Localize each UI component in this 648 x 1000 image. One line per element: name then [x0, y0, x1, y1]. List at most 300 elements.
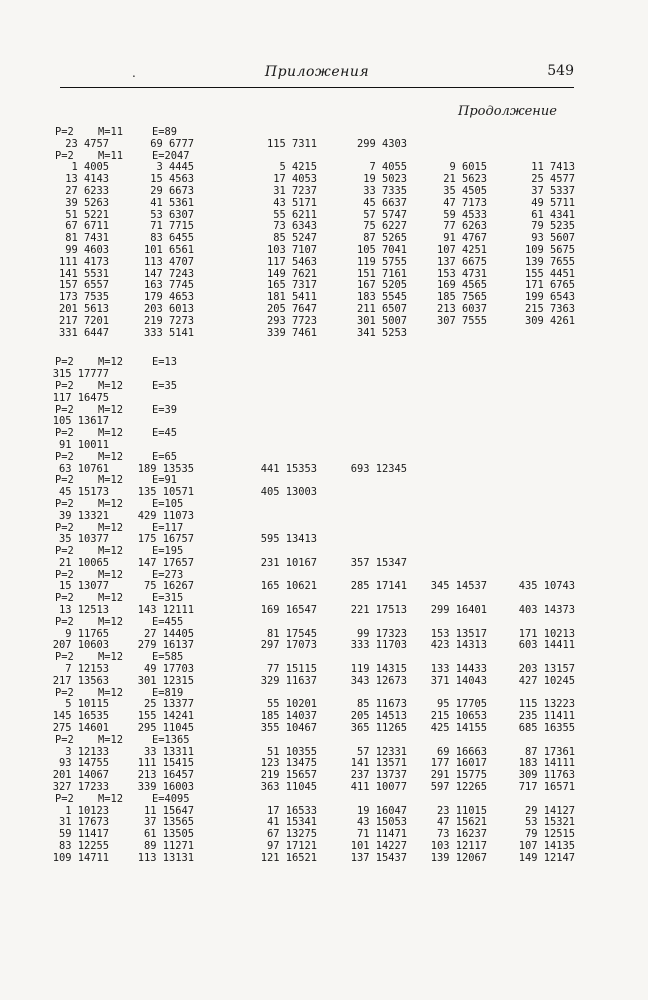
table-cell: 429 11073	[137, 509, 194, 522]
header-mark: .	[132, 66, 136, 80]
table-cell: 133 14433	[430, 663, 487, 676]
table-cell: 113 4707	[143, 255, 194, 268]
table-cell: 73 6343	[273, 220, 317, 233]
table-cell: 167 5205	[356, 279, 407, 292]
table-cell: 107 4251	[436, 243, 487, 256]
table-cell: 301 12315	[137, 674, 194, 687]
table-cell: 49 17703	[143, 663, 194, 676]
table-cell: 75 6227	[363, 220, 407, 233]
table-cell: 43 5171	[273, 196, 317, 209]
table-cell: 17 4053	[273, 173, 317, 186]
table-cell: 237 13737	[350, 769, 407, 782]
table-cell: 21 10065	[58, 556, 109, 569]
table-cell: 153 4731	[436, 267, 487, 280]
table-cell: 83 12255	[58, 840, 109, 853]
table-cell: 101 6561	[143, 243, 194, 256]
table-cell: 203 13157	[518, 663, 575, 676]
table-cell: 169 4565	[436, 279, 487, 292]
table-cell: 333 5141	[143, 326, 194, 339]
table-cell: 51 10355	[266, 745, 317, 758]
table-cell: 79 12515	[524, 828, 575, 841]
table-cell: 423 14313	[430, 639, 487, 652]
page-number: 549	[547, 63, 574, 79]
table-cell: 83 6455	[150, 232, 194, 245]
spacer	[0, 339, 648, 357]
block-param-m: M=12	[98, 792, 124, 805]
table-cell: 603 14411	[518, 639, 575, 652]
table-cell: 33 7335	[363, 184, 407, 197]
table-cell: 67 13275	[266, 828, 317, 841]
table-cell: 343 12673	[350, 674, 407, 687]
table-cell: 99 17323	[356, 627, 407, 640]
block-param-e: E=4095	[152, 792, 190, 805]
table-cell: 69 6777	[150, 137, 194, 150]
table-cell: 427 10245	[518, 674, 575, 687]
table-cell: 53 15321	[524, 816, 575, 829]
table-cell: 693 12345	[350, 462, 407, 475]
table-cell: 339 16003	[137, 781, 194, 794]
table-cell: 69 16663	[436, 745, 487, 758]
table-cell: 147 7243	[143, 267, 194, 280]
table-cell: 105 7041	[356, 243, 407, 256]
table-cell: 17 16533	[266, 804, 317, 817]
table-cell: 189 13535	[137, 462, 194, 475]
table-cell: 411 10077	[350, 781, 407, 794]
table-cell: 199 6543	[524, 291, 575, 304]
table-cell: 97 17121	[266, 840, 317, 853]
table-cell: 91 4767	[443, 232, 487, 245]
block-param-m: M=12	[98, 686, 124, 699]
block-param-p: P=2	[55, 651, 74, 664]
table-cell: 595 13413	[260, 533, 317, 546]
table-cell: 105 13617	[52, 415, 109, 428]
table-row	[0, 316, 648, 328]
table-cell: 41 5361	[150, 196, 194, 209]
table-cell: 327 17233	[52, 781, 109, 794]
table-cell: 23 4757	[65, 137, 109, 150]
block-param-m: M=12	[98, 403, 124, 416]
table-cell: 5 10115	[65, 698, 109, 711]
table-cell: 111 15415	[137, 757, 194, 770]
table-cell: 213 6037	[436, 302, 487, 315]
table-cell: 37 5337	[531, 184, 575, 197]
table-cell: 71 11471	[356, 828, 407, 841]
table-cell: 55 6211	[273, 208, 317, 221]
table-cell: 19 16047	[356, 804, 407, 817]
table-cell: 275 14601	[52, 722, 109, 735]
table-cell: 355 10467	[260, 722, 317, 735]
block-param-p: P=2	[55, 568, 74, 581]
block-param-e: E=45	[152, 427, 178, 440]
table-cell: 295 11045	[137, 722, 194, 735]
table-cell: 171 10213	[518, 627, 575, 640]
block-param-p: P=2	[55, 686, 74, 699]
table-cell: 115 7311	[266, 137, 317, 150]
block-param-p: P=2	[55, 379, 74, 392]
table-cell: 9 11765	[65, 627, 109, 640]
table-cell: 61 4341	[531, 208, 575, 221]
block-header	[0, 794, 648, 806]
table-cell: 103 12117	[430, 840, 487, 853]
block-param-e: E=89	[152, 126, 178, 138]
table-row	[0, 257, 648, 269]
block-param-p: P=2	[55, 474, 74, 487]
table-cell: 107 14135	[518, 840, 575, 853]
table-cell: 85 5247	[273, 232, 317, 245]
block-param-m: M=12	[98, 497, 124, 510]
table-cell: 201 5613	[58, 302, 109, 315]
table-cell: 183 5545	[356, 291, 407, 304]
table-row	[0, 853, 648, 865]
block-param-m: M=12	[98, 427, 124, 440]
table-cell: 87 17361	[524, 745, 575, 758]
table-cell: 339 7461	[266, 326, 317, 339]
table-cell: 179 4653	[143, 291, 194, 304]
table-cell: 39 5263	[65, 196, 109, 209]
table-row	[0, 198, 648, 210]
table-cell: 151 7161	[356, 267, 407, 280]
block-param-m: M=12	[98, 521, 124, 534]
table-cell: 121 16521	[260, 851, 317, 864]
table-cell: 77 6263	[443, 220, 487, 233]
table-cell: 21 5623	[443, 173, 487, 186]
table-cell: 71 7715	[150, 220, 194, 233]
block-header	[0, 617, 648, 629]
table-cell: 185 14037	[260, 710, 317, 723]
table-cell: 13 12513	[58, 604, 109, 617]
table-cell: 29 14127	[524, 804, 575, 817]
table-cell: 25 4577	[531, 173, 575, 186]
table-cell: 371 14043	[430, 674, 487, 687]
table-cell: 89 11271	[143, 840, 194, 853]
block-param-m: M=12	[98, 450, 124, 463]
running-title: Приложения	[264, 64, 370, 80]
block-param-p: P=2	[55, 592, 74, 605]
table-cell: 11 7413	[531, 161, 575, 174]
table-cell: 101 14227	[350, 840, 407, 853]
table-cell: 43 15053	[356, 816, 407, 829]
table-cell: 141 5531	[58, 267, 109, 280]
table-cell: 135 10571	[137, 486, 194, 499]
table-cell: 87 5265	[363, 232, 407, 245]
table-cell: 293 7723	[266, 314, 317, 327]
table-cell: 41 15341	[266, 816, 317, 829]
table-cell: 59 11417	[58, 828, 109, 841]
table-row	[0, 139, 648, 151]
table-cell: 309 4261	[524, 314, 575, 327]
table-cell: 219 15657	[260, 769, 317, 782]
table-cell: 141 13571	[350, 757, 407, 770]
table-cell: 155 14241	[137, 710, 194, 723]
table-cell: 205 7647	[266, 302, 317, 315]
table-cell: 215 10653	[430, 710, 487, 723]
table-cell: 35 10377	[58, 533, 109, 546]
table-cell: 109 5675	[524, 243, 575, 256]
table-cell: 217 7201	[58, 314, 109, 327]
table-cell: 75 16267	[143, 580, 194, 593]
table-cell: 51 5221	[65, 208, 109, 221]
table-cell: 231 10167	[260, 556, 317, 569]
block-param-m: M=12	[98, 733, 124, 746]
block-param-e: E=65	[152, 450, 178, 463]
table-cell: 31 17673	[58, 816, 109, 829]
block-param-m: M=11	[98, 149, 124, 162]
table-cell: 403 14373	[518, 604, 575, 617]
block-header	[0, 381, 648, 393]
block-param-m: M=12	[98, 592, 124, 605]
table-cell: 93 5607	[531, 232, 575, 245]
block-param-e: E=1365	[152, 733, 190, 746]
table-cell: 39 13321	[58, 509, 109, 522]
table-cell: 597 12265	[430, 781, 487, 794]
block-param-p: P=2	[55, 149, 74, 162]
table-cell: 7 4055	[369, 161, 407, 174]
table-cell: 215 7363	[524, 302, 575, 315]
block-param-p: P=2	[55, 427, 74, 440]
table-cell: 67 6711	[65, 220, 109, 233]
table-row	[0, 186, 648, 198]
block-param-e: E=315	[152, 592, 184, 605]
table-cell: 85 11673	[356, 698, 407, 711]
table-cell: 99 4603	[65, 243, 109, 256]
block-header	[0, 499, 648, 511]
table-cell: 297 17073	[260, 639, 317, 652]
table-cell: 81 17545	[266, 627, 317, 640]
table-row	[0, 558, 648, 570]
table-cell: 103 7107	[266, 243, 317, 256]
block-header	[0, 735, 648, 747]
table-cell: 47 7173	[443, 196, 487, 209]
table-cell: 1 4005	[71, 161, 109, 174]
table-cell: 15 4563	[150, 173, 194, 186]
table-cell: 77 15115	[266, 663, 317, 676]
block-param-e: E=91	[152, 474, 178, 487]
table-cell: 3 4445	[156, 161, 194, 174]
block-param-p: P=2	[55, 733, 74, 746]
table-cell: 1 10123	[65, 804, 109, 817]
table-cell: 299 16401	[430, 604, 487, 617]
table-cell: 435 10743	[518, 580, 575, 593]
table-cell: 183 14111	[518, 757, 575, 770]
block-param-p: P=2	[55, 615, 74, 628]
table-row	[0, 393, 648, 405]
table-cell: 143 12111	[137, 604, 194, 617]
table-cell: 123 13475	[260, 757, 317, 770]
table-cell: 175 16757	[137, 533, 194, 546]
table-cell: 117 16475	[52, 391, 109, 404]
table-cell: 685 16355	[518, 722, 575, 735]
block-param-e: E=35	[152, 379, 178, 392]
table-cell: 63 10761	[58, 462, 109, 475]
table-cell: 91 10011	[58, 438, 109, 451]
table-cell: 13 4143	[65, 173, 109, 186]
table-cell: 219 7273	[143, 314, 194, 327]
table-cell: 165 7317	[266, 279, 317, 292]
table-cell: 331 6447	[58, 326, 109, 339]
table-cell: 119 5755	[356, 255, 407, 268]
table-cell: 115 13223	[518, 698, 575, 711]
table-cell: 207 10603	[52, 639, 109, 652]
table-cell: 145 16535	[52, 710, 109, 723]
table-cell: 49 5711	[531, 196, 575, 209]
block-param-p: P=2	[55, 792, 74, 805]
table-row	[0, 245, 648, 257]
block-param-m: M=12	[98, 356, 124, 369]
table-cell: 33 13311	[143, 745, 194, 758]
table-cell: 37 13565	[143, 816, 194, 829]
block-param-p: P=2	[55, 403, 74, 416]
table-cell: 213 16457	[137, 769, 194, 782]
block-param-m: M=12	[98, 474, 124, 487]
table-cell: 211 6507	[356, 302, 407, 315]
table-cell: 11 15647	[143, 804, 194, 817]
table-cell: 315 17777	[52, 368, 109, 381]
table-cell: 235 11411	[518, 710, 575, 723]
table-row	[0, 676, 648, 688]
table-row	[0, 440, 648, 452]
table-cell: 137 6675	[436, 255, 487, 268]
block-param-e: E=117	[152, 521, 184, 534]
table-cell: 139 12067	[430, 851, 487, 864]
table-cell: 157 6557	[58, 279, 109, 292]
table-cell: 25 13377	[143, 698, 194, 711]
table-row	[0, 328, 648, 340]
table-cell: 119 14315	[350, 663, 407, 676]
table-cell: 285 17141	[350, 580, 407, 593]
table-cell: 307 7555	[436, 314, 487, 327]
block-param-p: P=2	[55, 545, 74, 558]
table-cell: 15 13077	[58, 580, 109, 593]
table-cell: 165 10621	[260, 580, 317, 593]
table-cell: 5 4215	[279, 161, 317, 174]
table-cell: 55 10201	[266, 698, 317, 711]
block-param-e: E=273	[152, 568, 184, 581]
table-cell: 73 16237	[436, 828, 487, 841]
block-param-p: P=2	[55, 356, 74, 369]
table-cell: 155 4451	[524, 267, 575, 280]
table-cell: 299 4303	[356, 137, 407, 150]
table-cell: 203 6013	[143, 302, 194, 315]
table-cell: 27 6233	[65, 184, 109, 197]
table-cell: 341 5253	[356, 326, 407, 339]
table-cell: 57 12331	[356, 745, 407, 758]
table-cell: 309 11763	[518, 769, 575, 782]
polynomial-table	[0, 127, 648, 865]
block-param-m: M=12	[98, 568, 124, 581]
table-cell: 109 14711	[52, 851, 109, 864]
table-cell: 185 7565	[436, 291, 487, 304]
block-param-e: E=39	[152, 403, 178, 416]
table-cell: 149 12147	[518, 851, 575, 864]
table-cell: 47 15621	[436, 816, 487, 829]
table-cell: 35 4505	[443, 184, 487, 197]
table-cell: 181 5411	[266, 291, 317, 304]
table-cell: 425 14155	[430, 722, 487, 735]
table-cell: 147 17657	[137, 556, 194, 569]
table-cell: 365 11265	[350, 722, 407, 735]
table-cell: 329 11637	[260, 674, 317, 687]
table-cell: 345 14537	[430, 580, 487, 593]
block-param-p: P=2	[55, 126, 74, 138]
table-row	[0, 511, 648, 523]
table-cell: 45 15173	[58, 486, 109, 499]
table-cell: 357 15347	[350, 556, 407, 569]
block-param-e: E=105	[152, 497, 184, 510]
table-cell: 95 17705	[436, 698, 487, 711]
header-rule	[60, 87, 574, 88]
table-cell: 111 4173	[58, 255, 109, 268]
block-param-p: P=2	[55, 521, 74, 534]
table-cell: 301 5007	[356, 314, 407, 327]
table-cell: 61 13505	[143, 828, 194, 841]
table-cell: 79 5235	[531, 220, 575, 233]
table-cell: 441 15353	[260, 462, 317, 475]
block-param-m: M=12	[98, 615, 124, 628]
table-cell: 19 5023	[363, 173, 407, 186]
block-param-m: M=12	[98, 545, 124, 558]
table-cell: 363 11045	[260, 781, 317, 794]
table-cell: 163 7745	[143, 279, 194, 292]
block-param-e: E=455	[152, 615, 184, 628]
block-param-e: E=195	[152, 545, 184, 558]
table-cell: 45 6637	[363, 196, 407, 209]
table-cell: 113 13131	[137, 851, 194, 864]
table-cell: 117 5463	[266, 255, 317, 268]
block-param-e: E=13	[152, 356, 178, 369]
block-param-p: P=2	[55, 497, 74, 510]
table-cell: 173 7535	[58, 291, 109, 304]
block-param-m: M=12	[98, 651, 124, 664]
table-cell: 59 4533	[443, 208, 487, 221]
table-cell: 205 14513	[350, 710, 407, 723]
table-cell: 137 15437	[350, 851, 407, 864]
table-cell: 221 17513	[350, 604, 407, 617]
table-cell: 93 14755	[58, 757, 109, 770]
block-param-e: E=819	[152, 686, 184, 699]
table-cell: 217 13563	[52, 674, 109, 687]
block-param-m: M=12	[98, 379, 124, 392]
block-param-p: P=2	[55, 450, 74, 463]
table-cell: 405 13003	[260, 486, 317, 499]
table-cell: 27 14405	[143, 627, 194, 640]
table-cell: 171 6765	[524, 279, 575, 292]
table-row	[0, 304, 648, 316]
block-param-e: E=585	[152, 651, 184, 664]
table-cell: 3 12133	[65, 745, 109, 758]
table-cell: 139 7655	[524, 255, 575, 268]
block-param-m: M=11	[98, 126, 124, 138]
continuation-label: Продолжение	[458, 104, 557, 119]
table-cell: 57 5747	[363, 208, 407, 221]
table-cell: 177 16017	[430, 757, 487, 770]
table-cell: 23 11015	[436, 804, 487, 817]
table-cell: 29 6673	[150, 184, 194, 197]
table-cell: 201 14067	[52, 769, 109, 782]
table-cell: 153 13517	[430, 627, 487, 640]
table-cell: 53 6307	[150, 208, 194, 221]
table-cell: 31 7237	[273, 184, 317, 197]
table-cell: 81 7431	[65, 232, 109, 245]
table-cell: 149 7621	[266, 267, 317, 280]
table-cell: 333 11703	[350, 639, 407, 652]
table-cell: 291 15775	[430, 769, 487, 782]
table-cell: 169 16547	[260, 604, 317, 617]
block-param-e: E=2047	[152, 149, 190, 162]
table-cell: 9 6015	[449, 161, 487, 174]
block-header	[0, 452, 648, 464]
table-cell: 7 12153	[65, 663, 109, 676]
table-cell: 717 16571	[518, 781, 575, 794]
